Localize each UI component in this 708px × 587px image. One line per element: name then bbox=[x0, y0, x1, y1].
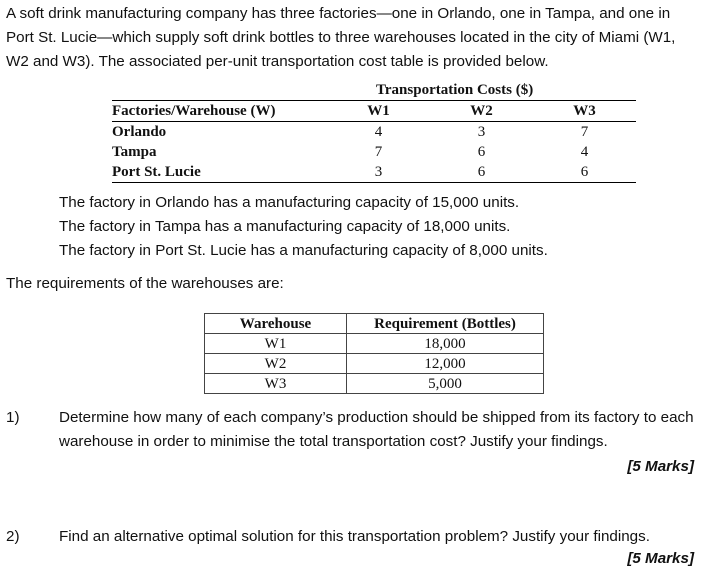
req-cell-requirement: 5,000 bbox=[347, 374, 544, 394]
req-cell-requirement: 12,000 bbox=[347, 354, 544, 374]
req-table-row bbox=[205, 374, 544, 394]
cost-cell: 6 bbox=[430, 162, 533, 183]
cost-table bbox=[112, 100, 636, 183]
cost-cell: 7 bbox=[580, 123, 589, 140]
question-text: Determine how many of each company’s production should be shipped from its factory to each warehouse in order to minimise the total transportation cost? Justify your findings. bbox=[59, 409, 694, 450]
req-table-row bbox=[205, 334, 544, 354]
question-marks: [5 Marks] bbox=[627, 458, 694, 475]
intro-paragraph: A soft drink manufacturing company has three factories—one in Orlando, one in Tampa, and one in Port St. Lucie—which supply soft drink bottles to three warehouses located in the city of Miami (W1, W2 and W3). The associated per-unit transportation cost table is provided below. bbox=[6, 5, 676, 70]
req-table-row bbox=[205, 354, 544, 374]
capacity-line: The factory in Port St. Lucie has a manufacturing capacity of 8,000 units. bbox=[59, 242, 548, 259]
cost-cell-factory: Orlando bbox=[112, 123, 167, 140]
cost-table-title: Transportation Costs ($) bbox=[376, 82, 534, 98]
question-number: 2) bbox=[6, 528, 20, 545]
requirements-intro: The requirements of the warehouses are: bbox=[6, 275, 284, 292]
capacity-list bbox=[59, 191, 548, 263]
cost-table-row bbox=[112, 162, 636, 183]
req-cell-warehouse: W2 bbox=[205, 354, 347, 374]
req-header-requirement: Requirement (Bottles) bbox=[347, 314, 544, 334]
capacity-line: The factory in Orlando has a manufacturing capacity of 15,000 units. bbox=[59, 194, 520, 211]
cost-cell: 6 bbox=[533, 162, 636, 183]
cost-cell: 3 bbox=[477, 123, 486, 140]
question-marks: [5 Marks] bbox=[627, 550, 694, 567]
cost-cell: 3 bbox=[327, 162, 430, 183]
cost-header-factory: Factories/Warehouse (W) bbox=[112, 101, 327, 122]
question-number: 1) bbox=[6, 409, 20, 426]
cost-header-w2: W2 bbox=[430, 101, 533, 122]
requirements-table bbox=[204, 313, 544, 394]
question-text: Find an alternative optimal solution for this transportation problem? Justify your findings. bbox=[59, 528, 650, 545]
capacity-line: The factory in Tampa has a manufacturing capacity of 18,000 units. bbox=[59, 218, 511, 235]
cost-cell: 6 bbox=[477, 143, 486, 160]
cost-table-header-row bbox=[112, 101, 636, 122]
cost-table-row bbox=[112, 142, 636, 162]
req-cell-warehouse: W1 bbox=[205, 334, 347, 354]
req-cell-warehouse: W3 bbox=[205, 374, 347, 394]
cost-cell-factory: Tampa bbox=[112, 143, 157, 160]
cost-cell: 4 bbox=[580, 143, 589, 160]
req-table-header-row bbox=[205, 314, 544, 334]
cost-cell: 4 bbox=[374, 123, 383, 140]
cost-header-w1: W1 bbox=[327, 101, 430, 122]
cost-cell: 7 bbox=[374, 143, 383, 160]
req-header-warehouse: Warehouse bbox=[205, 314, 347, 334]
cost-header-w3: W3 bbox=[533, 101, 636, 122]
cost-table-row bbox=[112, 122, 636, 143]
cost-cell-factory: Port St. Lucie bbox=[112, 162, 327, 183]
req-cell-requirement: 18,000 bbox=[347, 334, 544, 354]
